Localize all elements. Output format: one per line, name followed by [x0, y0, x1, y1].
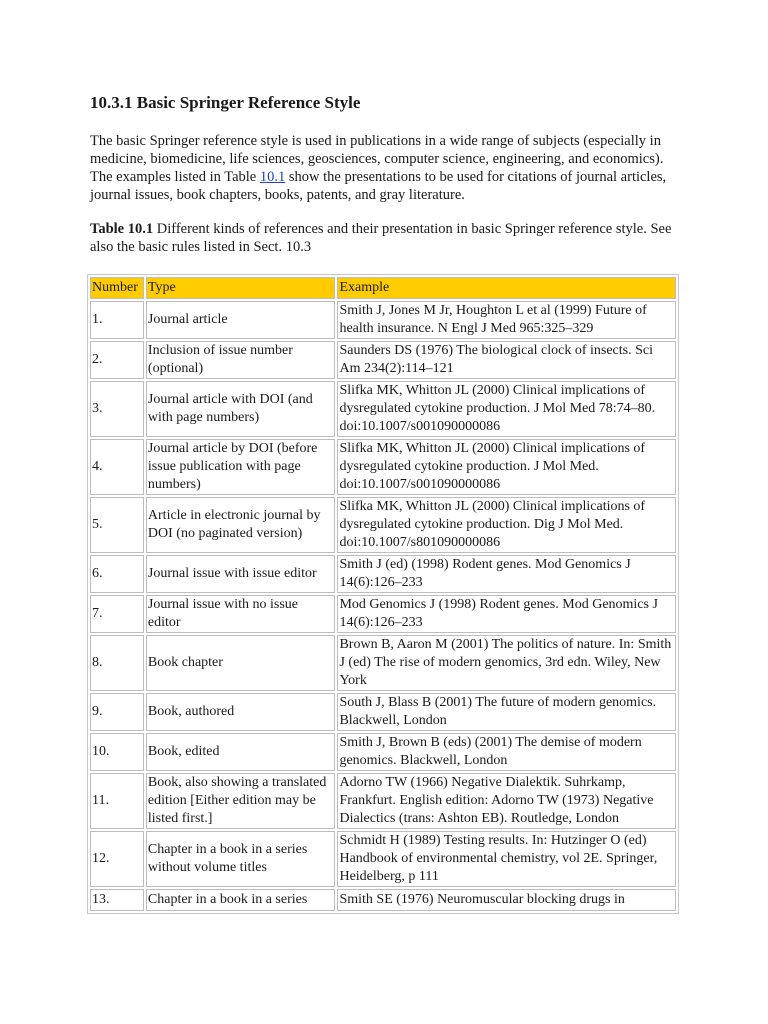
- cell-type: Chapter in a book in a series without volume titles: [146, 831, 336, 887]
- cell-example: Mod Genomics J (1998) Rodent genes. Mod Genomics J 14(6):126–233: [337, 595, 676, 633]
- cell-example: Brown B, Aaron M (2001) The politics of nature. In: Smith J (ed) The rise of modern genomics, 3rd edn. Wiley, New York: [337, 635, 676, 691]
- cell-example: Saunders DS (1976) The biological clock of insects. Sci Am 234(2):114–121: [337, 341, 676, 379]
- cell-number: 9.: [90, 693, 144, 731]
- table-row: [90, 381, 676, 437]
- cell-number: 8.: [90, 635, 144, 691]
- table-row: [90, 497, 676, 553]
- cell-number: 6.: [90, 555, 144, 593]
- table-row: [90, 341, 676, 379]
- cell-example: Adorno TW (1966) Negative Dialektik. Suhrkamp, Frankfurt. English edition: Adorno TW (1973) Negative Dialectics (trans: Ashton EB). Routledge, London: [337, 773, 676, 829]
- cell-number: 10.: [90, 733, 144, 771]
- table-row: [90, 773, 676, 829]
- cell-type: Book, authored: [146, 693, 336, 731]
- table-row: [90, 693, 676, 731]
- cell-number: 12.: [90, 831, 144, 887]
- cell-example: Smith J, Brown B (eds) (2001) The demise of modern genomics. Blackwell, London: [337, 733, 676, 771]
- reference-table: [87, 274, 679, 914]
- cell-number: 5.: [90, 497, 144, 553]
- cell-number: 4.: [90, 439, 144, 495]
- cell-example: South J, Blass B (2001) The future of modern genomics. Blackwell, London: [337, 693, 676, 731]
- table-caption-text: Different kinds of references and their presentation in basic Springer reference style. See also the basic rules listed in Sect. 10.3: [90, 221, 672, 255]
- table-header-row: [90, 277, 676, 299]
- cell-number: 3.: [90, 381, 144, 437]
- table-caption-label: Table 10.1: [90, 221, 154, 237]
- cell-example: Smith J, Jones M Jr, Houghton L et al (1999) Future of health insurance. N Engl J Med 965:325–329: [337, 301, 676, 339]
- cell-example: Schmidt H (1989) Testing results. In: Hutzinger O (ed) Handbook of environmental chemistry, vol 2E. Springer, Heidelberg, p 111: [337, 831, 676, 887]
- cell-type: Chapter in a book in a series: [146, 889, 336, 911]
- cell-example: Slifka MK, Whitton JL (2000) Clinical implications of dysregulated cytokine production. J Mol Med. doi:10.1007/s001090000086: [337, 439, 676, 495]
- cell-type: Inclusion of issue number (optional): [146, 341, 336, 379]
- table-row: [90, 635, 676, 691]
- cell-number: 2.: [90, 341, 144, 379]
- intro-text-before: The basic Springer reference style is used in publications in a wide range of subjects (especially in medicine, biomedicine, life sciences, geosciences, computer science, engineering, and economics). The examples listed in Table: [90, 133, 664, 185]
- cell-type: Article in electronic journal by DOI (no paginated version): [146, 497, 336, 553]
- cell-number: 7.: [90, 595, 144, 633]
- cell-type: Book, also showing a translated edition [Either edition may be listed first.]: [146, 773, 336, 829]
- cell-number: 11.: [90, 773, 144, 829]
- cell-type: Journal article by DOI (before issue publication with page numbers): [146, 439, 336, 495]
- header-type: Type: [146, 277, 336, 299]
- intro-paragraph: [90, 132, 682, 204]
- cell-number: 1.: [90, 301, 144, 339]
- header-number: Number: [90, 277, 144, 299]
- table-row: [90, 301, 676, 339]
- intro-text-after: show the presentations to be used for citations of journal articles, journal issues, book chapters, books, patents, and gray literature.: [90, 169, 667, 203]
- header-example: Example: [337, 277, 676, 299]
- table-row: [90, 733, 676, 771]
- table-row: [90, 831, 676, 887]
- cell-example: Smith J (ed) (1998) Rodent genes. Mod Genomics J 14(6):126–233: [337, 555, 676, 593]
- cell-type: Book chapter: [146, 635, 336, 691]
- table-link[interactable]: 10.1: [259, 169, 286, 185]
- cell-type: Journal issue with no issue editor: [146, 595, 336, 633]
- section-title: 10.3.1 Basic Springer Reference Style: [90, 93, 361, 112]
- cell-example: Slifka MK, Whitton JL (2000) Clinical implications of dysregulated cytokine production. J Mol Med 78:74–80. doi:10.1007/s001090000086: [337, 381, 676, 437]
- cell-example: Smith SE (1976) Neuromuscular blocking drugs in: [337, 889, 676, 911]
- cell-type: Journal article: [146, 301, 336, 339]
- cell-type: Journal issue with issue editor: [146, 555, 336, 593]
- cell-example: Slifka MK, Whitton JL (2000) Clinical implications of dysregulated cytokine production. Dig J Mol Med. doi:10.1007/s801090000086: [337, 497, 676, 553]
- table-row: [90, 555, 676, 593]
- cell-type: Journal article with DOI (and with page numbers): [146, 381, 336, 437]
- table-caption: [90, 220, 682, 256]
- cell-type: Book, edited: [146, 733, 336, 771]
- cell-number: 13.: [90, 889, 144, 911]
- table-row: [90, 439, 676, 495]
- table-row: [90, 889, 676, 911]
- table-row: [90, 595, 676, 633]
